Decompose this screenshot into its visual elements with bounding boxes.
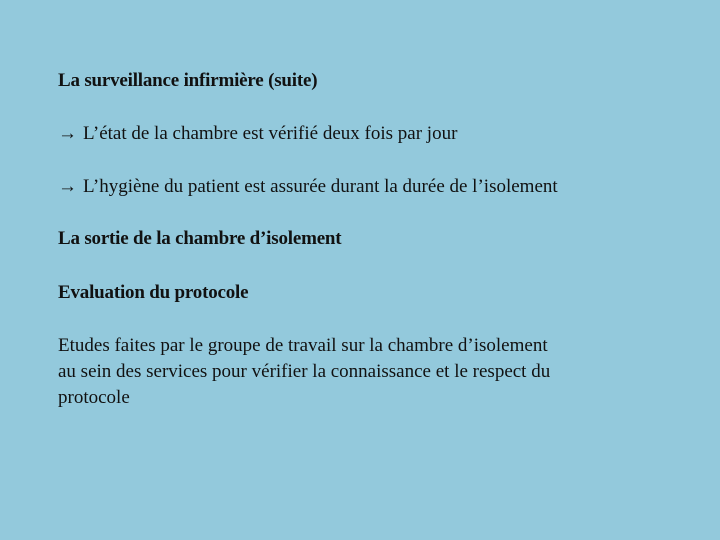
heading-surveillance: La surveillance infirmière (suite)	[58, 70, 318, 91]
bullet-text: L’hygiène du patient est assurée durant la durée de l’isolement	[83, 176, 558, 197]
bullet-item-hygiene	[58, 176, 558, 198]
bullet-text: L’état de la chambre est vérifié deux fois par jour	[83, 123, 458, 144]
paragraph-line: protocole	[58, 387, 130, 408]
paragraph-etudes	[58, 333, 658, 411]
paragraph-line: Etudes faites par le groupe de travail sur la chambre d’isolement	[58, 335, 548, 356]
arrow-right-icon: →	[58, 123, 77, 144]
heading-sortie: La sortie de la chambre d’isolement	[58, 228, 342, 249]
arrow-right-icon: →	[58, 176, 77, 197]
bullet-item-room-state	[58, 123, 457, 145]
heading-evaluation: Evaluation du protocole	[58, 282, 249, 303]
paragraph-line: au sein des services pour vérifier la connaissance et le respect du	[58, 361, 551, 382]
